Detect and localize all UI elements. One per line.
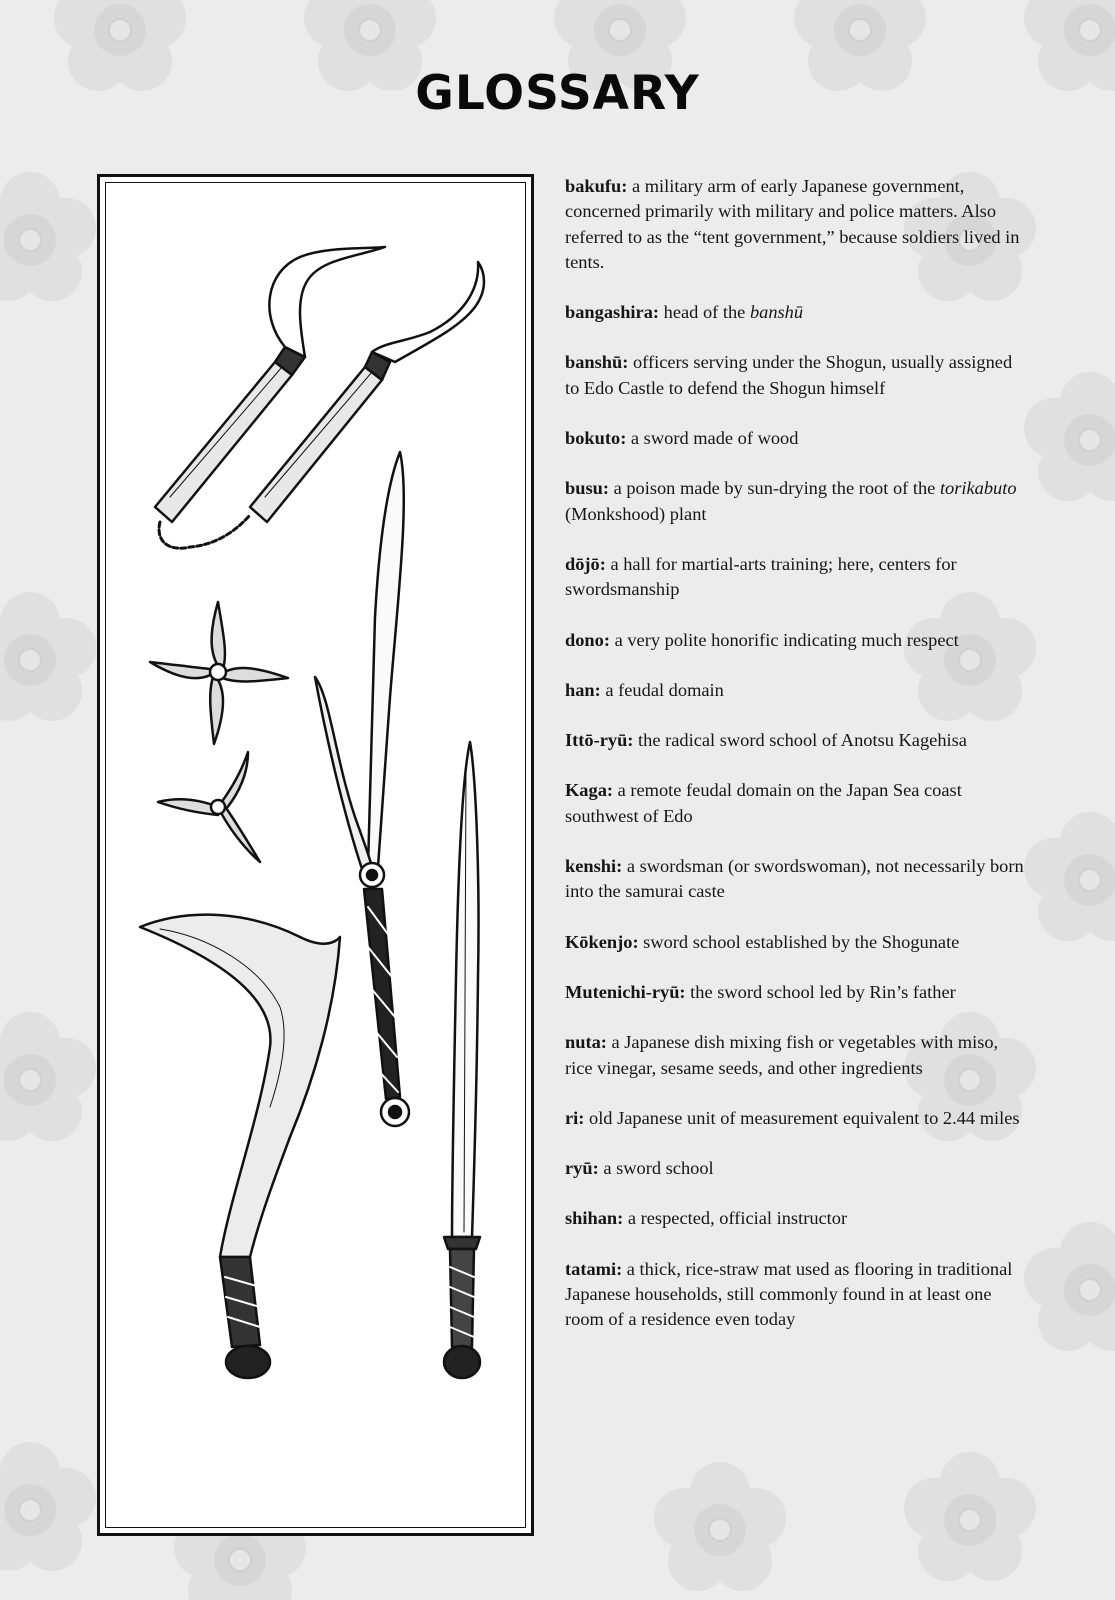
- glossary-entry-banshu: banshū: officers serving under the Shogun, usually assigned to Edo Castle to defend the Shogun himself: [565, 352, 1013, 398]
- glossary-entry-han: han: a feudal domain: [565, 679, 724, 700]
- glossary-list: [565, 174, 1030, 1358]
- page-title: GLOSSARY: [415, 66, 700, 121]
- glossary-entry-kenshi: kenshi: a swordsman (or swordswoman), not necessarily born into the samurai caste: [565, 856, 1024, 902]
- glossary-entry-dono: dono: a very polite honorific indicating much respect: [565, 629, 959, 650]
- glossary-entry-bangashira: bangashira: head of the banshū: [565, 302, 804, 323]
- glossary-entry-mutenichi-ryu: Mutenichi-ryū: the sword school led by Rin’s father: [565, 981, 956, 1002]
- glossary-entry-bokuto: bokuto: a sword made of wood: [565, 428, 799, 449]
- weapons-illustration: [100, 177, 537, 1539]
- glossary-entry-dojo: dōjō: a hall for martial-arts training; here, centers for swordsmanship: [565, 553, 957, 600]
- glossary-entry-itto-ryu: Ittō-ryū: the radical sword school of Anotsu Kagehisa: [565, 730, 967, 751]
- glossary-entry-busu: busu: a poison made by sun-drying the root of the torikabuto (Monkshood) plant: [565, 478, 1017, 524]
- glossary-entry-kaga: Kaga: a remote feudal domain on the Japan Sea coast southwest of Edo: [565, 780, 962, 826]
- shuriken-three-point-drawing: [158, 752, 260, 862]
- glossary-entry-bakufu: bakufu: a military arm of early Japanese government, concerned primarily with military and police matters. Also referred to as the “tent government,” because soldiers lived in tents.: [565, 176, 1020, 272]
- curved-sickle-blade-drawing: [140, 915, 340, 1378]
- straight-blade-drawing: [444, 742, 480, 1378]
- glossary-entry-tatami: tatami: a thick, rice-straw mat used as flooring in traditional Japanese households, still commonly found in at least one room of a residence even today: [565, 1258, 1013, 1330]
- glossary-entry-ri: ri: old Japanese unit of measurement equivalent to 2.44 miles: [565, 1107, 1020, 1128]
- glossary-entry-ryu: ryū: a sword school: [565, 1158, 714, 1179]
- glossary-entry-nuta: nuta: a Japanese dish mixing fish or vegetables with miso, rice vinegar, sesame seeds, and other ingredients: [565, 1032, 999, 1078]
- glossary-entry-shihan: shihan: a respected, official instructor: [565, 1208, 848, 1229]
- glossary-entry-kokenjo: Kōkenjo: sword school established by the Shogunate: [565, 931, 960, 952]
- illustration-panel: [97, 174, 534, 1536]
- jitte-sword-drawing: [315, 452, 409, 1126]
- kusarigama-hooks-drawing: [155, 247, 484, 548]
- shuriken-four-point-drawing: [150, 602, 288, 744]
